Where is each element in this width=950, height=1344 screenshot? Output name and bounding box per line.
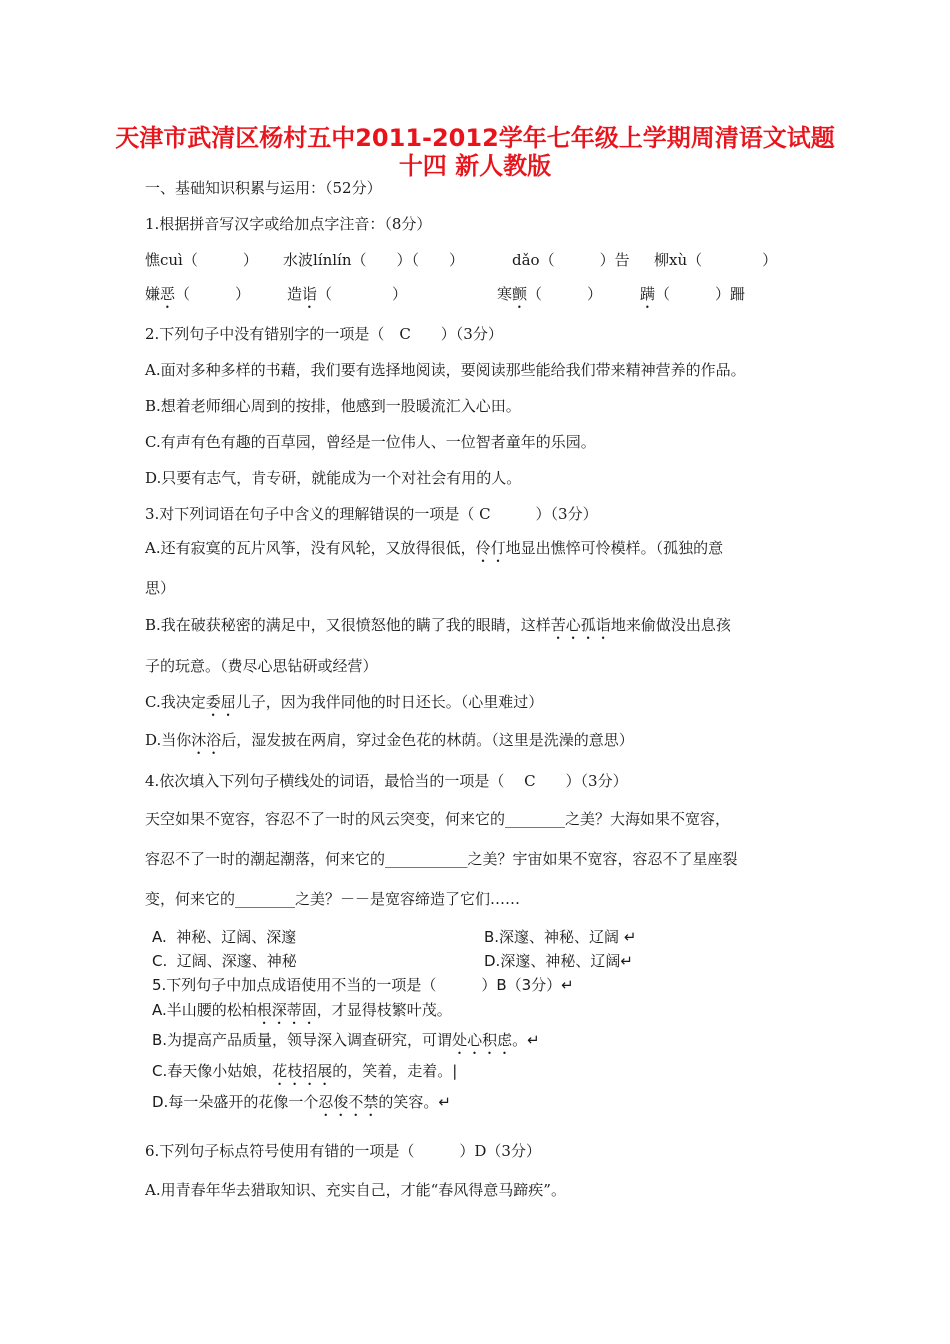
q3-stem: 3.对下列词语在句子中含义的理解错误的一项是（ C ）（3分） <box>145 505 598 523</box>
q1-item-cui: 憔cuì（ ） <box>145 251 258 269</box>
q1-item-xianwu: 嫌恶（ ） <box>145 285 251 303</box>
section-heading: 一、基础知识积累与运用：（52分） <box>145 179 382 197</box>
exam-title-line2: 十四 新人教版 <box>398 152 552 180</box>
q3-option-a-cont: 思） <box>145 579 176 597</box>
q5-option-c: C.春天像小姑娘，花枝招展的，笑着，走着。| <box>152 1062 458 1080</box>
q1-item-dao: dǎo（ ）告 <box>512 251 630 269</box>
q4-passage-line1: 天空如果不宽容，容忍不了一时的风云突变，何来它的________之美？大海如果不宽容， <box>145 810 731 828</box>
q2-option-c: C.有声有色有趣的百草园，曾经是一位伟人、一位智者童年的乐园。 <box>145 433 596 451</box>
q5-stem: 5.下列句子中加点成语使用不当的一项是（ ）B（3分）↵ <box>152 976 574 994</box>
q3-option-d: D.当你沐浴后，湿发披在两肩，穿过金色花的林荫。（这里是洗澡的意思） <box>145 731 634 749</box>
q3-option-b: B.我在破获秘密的满足中，又很愤怒他的瞒了我的眼睛，这样苦心孤诣地来偷做没出息孩 <box>145 616 731 634</box>
q3-option-c: C.我决定委屈儿子，因为我伴同他的时日还长。（心里难过） <box>145 693 544 711</box>
q6-option-a: A.用青春年华去猎取知识、充实自己，才能“春风得意马蹄疾”。 <box>145 1181 566 1199</box>
q1-item-linlin: 水波línlín（ ）（ ） <box>283 251 465 269</box>
q2-option-b: B.想着老师细心周到的按排，他感到一股暖流汇入心田。 <box>145 397 521 415</box>
q4-option-c: C. 辽阔、深邃、神秘 <box>152 952 297 970</box>
q5-option-d: D.每一朵盛开的花像一个忍俊不禁的笑容。↵ <box>152 1093 451 1111</box>
q4-stem: 4.依次填入下列句子横线处的词语，最恰当的一项是（ C ）（3分） <box>145 772 628 790</box>
q5-option-b: B.为提高产品质量，领导深入调查研究，可谓处心积虑。↵ <box>152 1031 540 1049</box>
q4-passage-line2: 容忍不了一时的潮起潮落，何来它的___________之美？宇宙如果不宽容，容忍不了星座裂 <box>145 850 738 868</box>
q1-stem: 1.根据拼音写汉字或给加点字注音：（8分） <box>145 215 432 233</box>
q4-option-b: B.深邃、神秘、辽阔 ↵ <box>484 928 637 946</box>
q4-passage-line3: 变，何来它的________之美？－－是宽容缔造了它们…… <box>145 890 521 908</box>
q3-option-a: A.还有寂寞的瓦片风筝，没有风轮，又放得很低，伶仃地显出憔悴可怜模样。（孤独的意 <box>145 539 724 557</box>
q4-option-d: D.深邃、神秘、辽阔↵ <box>484 952 633 970</box>
exam-title-line1: 天津市武清区杨村五中2011-2012学年七年级上学期周清语文试题 <box>115 124 835 152</box>
q2-option-d: D.只要有志气，肯专研，就能成为一个对社会有用的人。 <box>145 469 522 487</box>
q1-item-panshan: 蹒（ ）跚 <box>640 285 746 303</box>
q4-option-a: A. 神秘、辽阔、深邃 <box>152 928 297 946</box>
q1-item-hanzhan: 寒颤（ ） <box>497 285 603 303</box>
q1-item-xu: 柳xù（ ） <box>654 251 778 269</box>
q2-stem: 2.下列句子中没有错别字的一项是（ C ）（3分） <box>145 325 503 343</box>
q6-stem: 6.下列句子标点符号使用有错的一项是（ ）D（3分） <box>145 1142 541 1160</box>
q2-option-a: A.面对多种多样的书藉，我们要有选择地阅读，要阅读那些能给我们带来精神营养的作品。 <box>145 361 746 379</box>
q3-option-b-cont: 子的玩意。（费尽心思钻研或经营） <box>145 657 378 675</box>
q5-option-a: A.半山腰的松柏根深蒂固，才显得枝繁叶茂。 <box>152 1001 452 1019</box>
q1-item-zaoyi: 造诣（ ） <box>287 285 408 303</box>
